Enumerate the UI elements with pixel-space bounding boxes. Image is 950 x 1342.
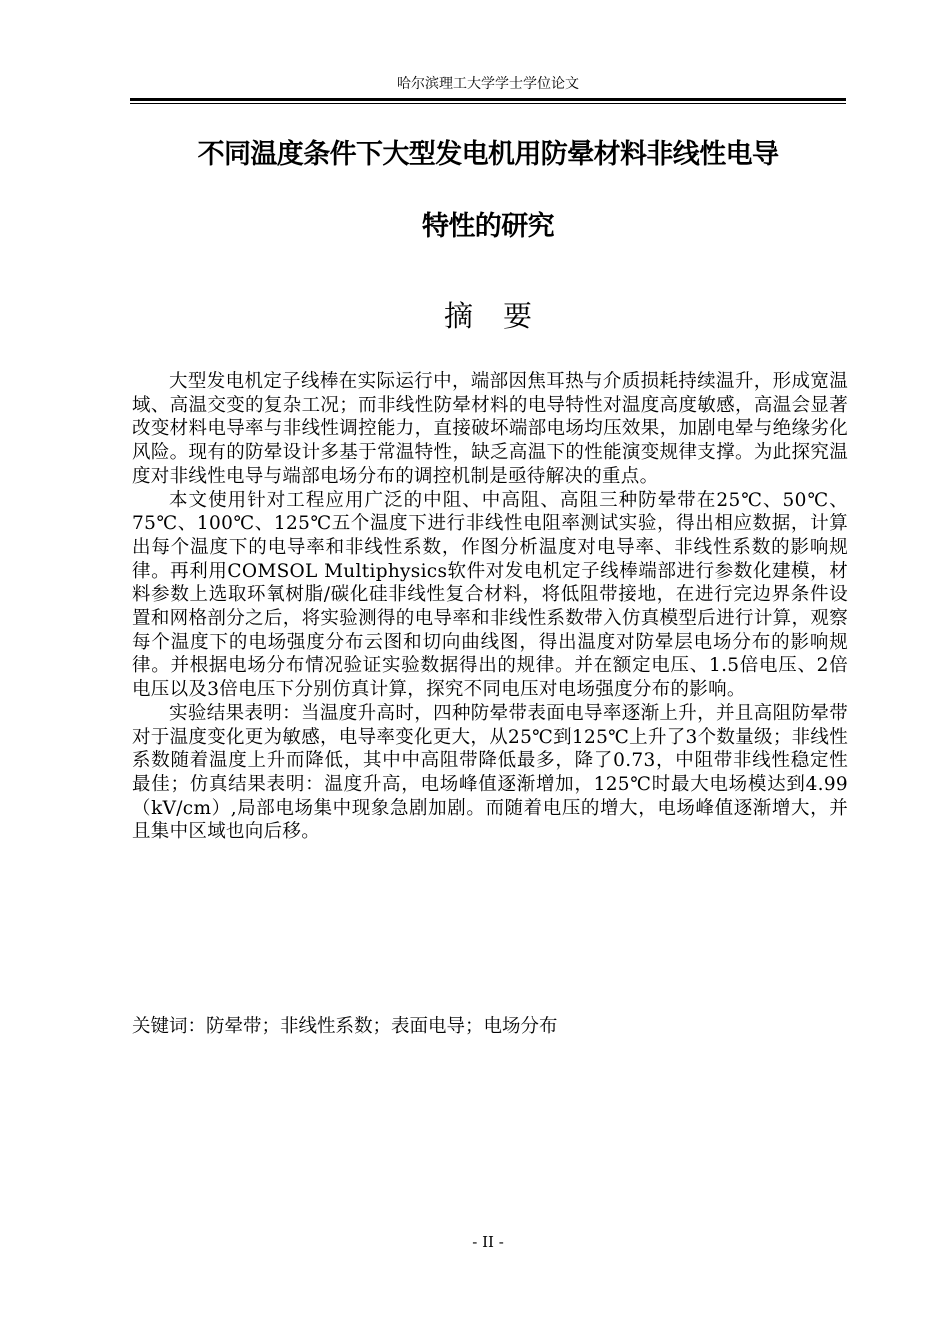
running-header: 哈尔滨理工大学学士学位论文 — [397, 76, 579, 92]
header-rule-thick — [130, 98, 846, 101]
abstract-heading: 摘要 — [443, 299, 562, 333]
thesis-title-line-2: 特性的研究 — [422, 211, 554, 242]
keywords-line — [132, 1015, 848, 1039]
abstract-body — [132, 370, 848, 844]
header-rule-thin — [130, 103, 846, 104]
abstract-paragraph-2: 本文使用针对工程应用广泛的中阻、中高阻、高阻三种防晕带在25℃、50℃、75℃、100℃、125℃五个温度下进行非线性电阻率测试实验，得出相应数据，计算出每个温度下的电导率和非线性系数，作图分析温度对电导率、非线性系数的影响规律。再利用COMSOL Multiphysics软件对发电机定子线棒端部进行参数化建模，材料参数上选取环氧树脂/碳化硅非线性复合材料，将低阻带接地，在进行完边界条件设置和网格剖分之后，将实验测得的电导率和非线性系数带入仿真模型后进行计算，观察每个温度下的电场强度分布云图和切向曲线图，得出温度对防晕层电场分布的影响规律。并根据电场分布情况验证实验数据得出的规律。并在额定电压、1.5倍电压、2倍电压以及3倍电压下分别仿真计算，探究不同电压对电场强度分布的影响。 — [132, 489, 848, 701]
thesis-title-line-1: 不同温度条件下大型发电机用防晕材料非线性电导 — [197, 139, 779, 170]
abstract-paragraph-1: 大型发电机定子线棒在实际运行中，端部因焦耳热与介质损耗持续温升，形成宽温域、高温交变的复杂工况；而非线性防晕材料的电导特性对温度高度敏感，高温会显著改变材料电导率与非线性调控能力，直接破坏端部电场均压效果，加剧电晕与绝缘劣化风险。现有的防晕设计多基于常温特性，缺乏高温下的性能演变规律支撑。为此探究温度对非线性电导与端部电场分布的调控机制是亟待解决的重点。 — [132, 371, 848, 487]
keywords-value: 防晕带；非线性系数；表面电导；电场分布 — [206, 1016, 558, 1037]
abstract-paragraph-3: 实验结果表明：当温度升高时，四种防晕带表面电导率逐渐上升，并且高阻防晕带对于温度变化更为敏感，电导率变化更大，从25℃到125℃上升了3个数量级；非线性系数随着温度上升而降低，其中中高阻带降低最多，降了0.73，中阻带非线性稳定性最佳；仿真结果表明：温度升高，电场峰值逐渐增加，125℃时最大电场模达到4.99（kV/cm）,局部电场集中现象急剧加剧。而随着电压的增大，电场峰值逐渐增大，并且集中区域也向后移。 — [132, 702, 849, 843]
page-number: - II - — [472, 1233, 504, 1251]
keywords-label: 关键词： — [132, 1016, 207, 1037]
